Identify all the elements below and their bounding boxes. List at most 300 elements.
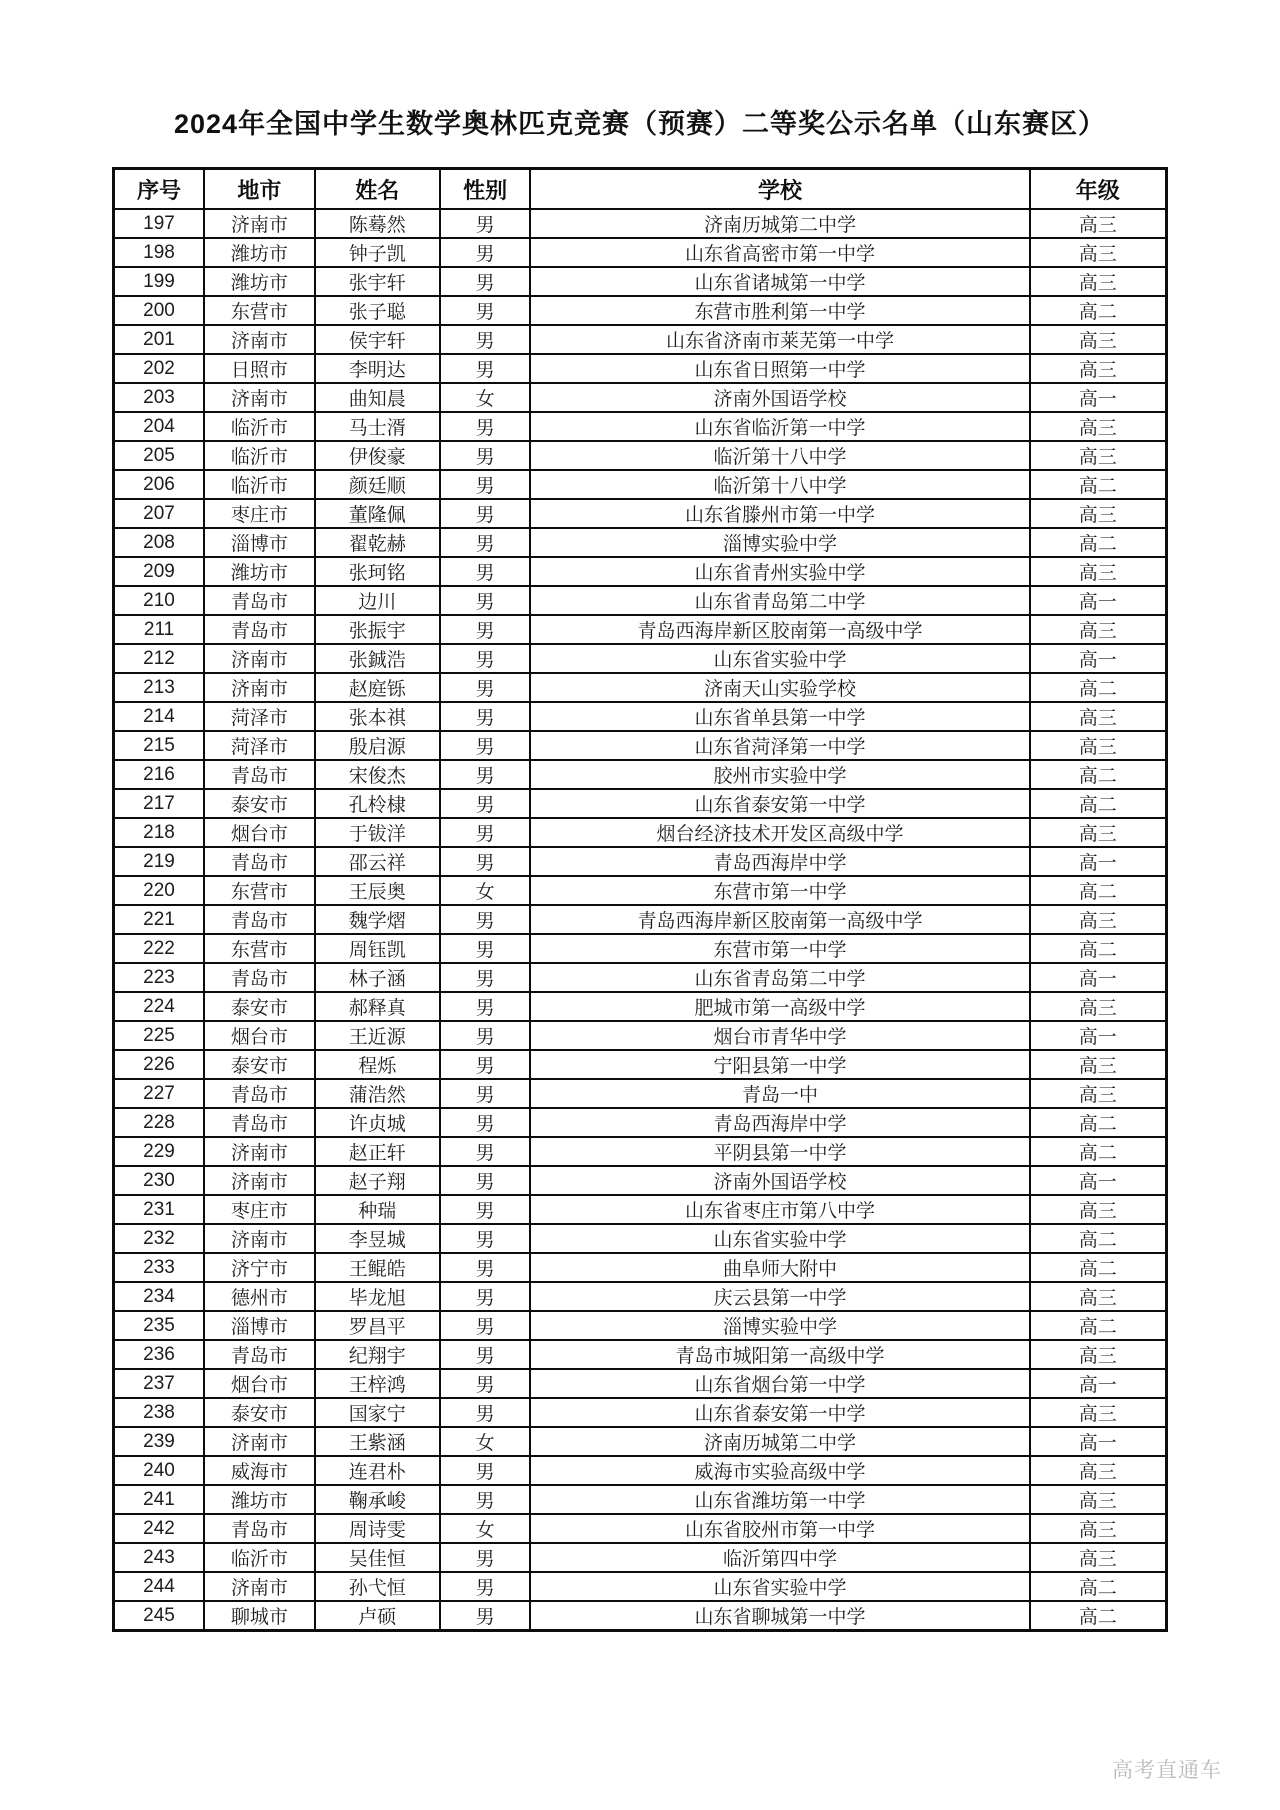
cell-city: 济宁市 (204, 1253, 315, 1282)
cell-city: 济南市 (204, 1166, 315, 1195)
cell-school: 肥城市第一高级中学 (530, 992, 1029, 1021)
cell-index: 219 (114, 847, 205, 876)
table-row (114, 1427, 1167, 1456)
table-row (114, 1340, 1167, 1369)
cell-grade: 高三 (1030, 992, 1167, 1021)
cell-name: 董隆佩 (315, 499, 440, 528)
cell-name: 殷启源 (315, 731, 440, 760)
table-row (114, 789, 1167, 818)
cell-grade: 高一 (1030, 1021, 1167, 1050)
cell-grade: 高三 (1030, 1456, 1167, 1485)
table-row (114, 1601, 1167, 1631)
table-row (114, 1543, 1167, 1572)
cell-grade: 高三 (1030, 1282, 1167, 1311)
cell-index: 240 (114, 1456, 205, 1485)
cell-grade: 高三 (1030, 818, 1167, 847)
cell-gender: 男 (440, 1543, 531, 1572)
table-row (114, 499, 1167, 528)
watermark: 高考直通车 (1112, 1759, 1222, 1782)
cell-city: 东营市 (204, 296, 315, 325)
cell-grade: 高三 (1030, 354, 1167, 383)
cell-index: 214 (114, 702, 205, 731)
cell-index: 229 (114, 1137, 205, 1166)
cell-name: 赵正轩 (315, 1137, 440, 1166)
cell-index: 245 (114, 1601, 205, 1631)
cell-grade: 高三 (1030, 1514, 1167, 1543)
table-row (114, 615, 1167, 644)
cell-school: 山东省滕州市第一中学 (530, 499, 1029, 528)
cell-grade: 高二 (1030, 1601, 1167, 1631)
cell-gender: 男 (440, 673, 531, 702)
table-header-row (114, 169, 1167, 210)
cell-city: 日照市 (204, 354, 315, 383)
cell-city: 临沂市 (204, 1543, 315, 1572)
cell-school: 山东省日照第一中学 (530, 354, 1029, 383)
cell-gender: 男 (440, 557, 531, 586)
cell-city: 泰安市 (204, 1050, 315, 1079)
cell-name: 周诗雯 (315, 1514, 440, 1543)
cell-gender: 男 (440, 702, 531, 731)
cell-school: 山东省高密市第一中学 (530, 238, 1029, 267)
cell-index: 239 (114, 1427, 205, 1456)
cell-grade: 高二 (1030, 760, 1167, 789)
cell-gender: 男 (440, 586, 531, 615)
column-header-grade: 年级 (1030, 169, 1167, 210)
cell-gender: 男 (440, 1108, 531, 1137)
cell-gender: 男 (440, 238, 531, 267)
cell-index: 235 (114, 1311, 205, 1340)
cell-grade: 高二 (1030, 1137, 1167, 1166)
cell-name: 张宇轩 (315, 267, 440, 296)
cell-gender: 男 (440, 209, 531, 238)
cell-city: 济南市 (204, 1427, 315, 1456)
cell-school: 曲阜师大附中 (530, 1253, 1029, 1282)
page-title: 2024年全国中学生数学奥林匹克竞赛（预赛）二等奖公示名单（山东赛区） (173, 109, 1107, 139)
cell-city: 淄博市 (204, 528, 315, 557)
table-row (114, 731, 1167, 760)
cell-index: 224 (114, 992, 205, 1021)
cell-gender: 男 (440, 963, 531, 992)
cell-index: 220 (114, 876, 205, 905)
cell-school: 山东省青岛第二中学 (530, 963, 1029, 992)
cell-index: 225 (114, 1021, 205, 1050)
cell-index: 204 (114, 412, 205, 441)
cell-city: 德州市 (204, 1282, 315, 1311)
cell-city: 烟台市 (204, 1021, 315, 1050)
cell-index: 238 (114, 1398, 205, 1427)
cell-grade: 高三 (1030, 1543, 1167, 1572)
cell-grade: 高三 (1030, 325, 1167, 354)
cell-school: 济南历城第二中学 (530, 209, 1029, 238)
table-row (114, 296, 1167, 325)
table-row (114, 1137, 1167, 1166)
cell-gender: 男 (440, 1050, 531, 1079)
cell-school: 山东省实验中学 (530, 644, 1029, 673)
cell-index: 198 (114, 238, 205, 267)
cell-grade: 高三 (1030, 499, 1167, 528)
cell-city: 青岛市 (204, 615, 315, 644)
cell-gender: 男 (440, 1369, 531, 1398)
cell-school: 青岛西海岸中学 (530, 847, 1029, 876)
cell-index: 241 (114, 1485, 205, 1514)
cell-grade: 高二 (1030, 789, 1167, 818)
cell-name: 吴佳恒 (315, 1543, 440, 1572)
cell-school: 山东省烟台第一中学 (530, 1369, 1029, 1398)
cell-gender: 女 (440, 876, 531, 905)
table-row (114, 238, 1167, 267)
cell-gender: 男 (440, 1224, 531, 1253)
cell-gender: 男 (440, 818, 531, 847)
column-header-name: 姓名 (315, 169, 440, 210)
cell-index: 243 (114, 1543, 205, 1572)
cell-city: 潍坊市 (204, 557, 315, 586)
table-row (114, 586, 1167, 615)
table-row (114, 673, 1167, 702)
cell-grade: 高二 (1030, 1108, 1167, 1137)
cell-school: 山东省实验中学 (530, 1224, 1029, 1253)
cell-city: 潍坊市 (204, 238, 315, 267)
cell-school: 青岛一中 (530, 1079, 1029, 1108)
table-row (114, 1021, 1167, 1050)
cell-grade: 高三 (1030, 702, 1167, 731)
column-header-city: 地市 (204, 169, 315, 210)
cell-index: 242 (114, 1514, 205, 1543)
cell-school: 山东省实验中学 (530, 1572, 1029, 1601)
table-row (114, 876, 1167, 905)
table-row (114, 354, 1167, 383)
cell-grade: 高二 (1030, 876, 1167, 905)
table-row (114, 1485, 1167, 1514)
cell-gender: 男 (440, 296, 531, 325)
cell-index: 212 (114, 644, 205, 673)
cell-gender: 男 (440, 1282, 531, 1311)
cell-index: 231 (114, 1195, 205, 1224)
cell-city: 青岛市 (204, 1079, 315, 1108)
cell-name: 国家宁 (315, 1398, 440, 1427)
cell-name: 伊俊豪 (315, 441, 440, 470)
cell-school: 山东省青州实验中学 (530, 557, 1029, 586)
cell-gender: 男 (440, 992, 531, 1021)
cell-school: 临沂第十八中学 (530, 470, 1029, 499)
cell-name: 张本祺 (315, 702, 440, 731)
cell-city: 潍坊市 (204, 1485, 315, 1514)
cell-index: 202 (114, 354, 205, 383)
cell-gender: 男 (440, 615, 531, 644)
cell-school: 山东省菏泽第一中学 (530, 731, 1029, 760)
cell-gender: 女 (440, 1427, 531, 1456)
cell-gender: 男 (440, 1340, 531, 1369)
cell-index: 236 (114, 1340, 205, 1369)
cell-school: 济南天山实验学校 (530, 673, 1029, 702)
cell-name: 颜廷顺 (315, 470, 440, 499)
cell-school: 淄博实验中学 (530, 1311, 1029, 1340)
cell-gender: 男 (440, 731, 531, 760)
cell-grade: 高三 (1030, 615, 1167, 644)
cell-name: 赵庭铄 (315, 673, 440, 702)
cell-gender: 男 (440, 412, 531, 441)
cell-grade: 高二 (1030, 1224, 1167, 1253)
cell-name: 张珂铭 (315, 557, 440, 586)
cell-school: 山东省济南市莱芜第一中学 (530, 325, 1029, 354)
cell-name: 王紫涵 (315, 1427, 440, 1456)
column-header-index: 序号 (114, 169, 205, 210)
cell-school: 东营市第一中学 (530, 876, 1029, 905)
cell-school: 青岛市城阳第一高级中学 (530, 1340, 1029, 1369)
table-row (114, 1079, 1167, 1108)
table-row (114, 1456, 1167, 1485)
cell-city: 临沂市 (204, 441, 315, 470)
cell-index: 222 (114, 934, 205, 963)
cell-gender: 男 (440, 1137, 531, 1166)
table-row (114, 1572, 1167, 1601)
cell-city: 青岛市 (204, 905, 315, 934)
cell-name: 毕龙旭 (315, 1282, 440, 1311)
cell-gender: 男 (440, 1079, 531, 1108)
cell-gender: 男 (440, 1195, 531, 1224)
cell-gender: 男 (440, 760, 531, 789)
table-row (114, 1514, 1167, 1543)
cell-city: 菏泽市 (204, 731, 315, 760)
cell-grade: 高一 (1030, 847, 1167, 876)
cell-school: 淄博实验中学 (530, 528, 1029, 557)
cell-grade: 高一 (1030, 1166, 1167, 1195)
cell-gender: 男 (440, 528, 531, 557)
cell-gender: 男 (440, 905, 531, 934)
table-row (114, 325, 1167, 354)
cell-gender: 男 (440, 1485, 531, 1514)
cell-city: 济南市 (204, 383, 315, 412)
cell-gender: 女 (440, 383, 531, 412)
table-row (114, 934, 1167, 963)
cell-name: 宋俊杰 (315, 760, 440, 789)
cell-school: 山东省临沂第一中学 (530, 412, 1029, 441)
table-row (114, 1050, 1167, 1079)
cell-name: 王鲲皓 (315, 1253, 440, 1282)
cell-index: 233 (114, 1253, 205, 1282)
cell-grade: 高三 (1030, 1079, 1167, 1108)
cell-city: 泰安市 (204, 992, 315, 1021)
cell-index: 211 (114, 615, 205, 644)
cell-index: 230 (114, 1166, 205, 1195)
cell-grade: 高一 (1030, 644, 1167, 673)
cell-grade: 高三 (1030, 1340, 1167, 1369)
cell-name: 于钹洋 (315, 818, 440, 847)
cell-city: 东营市 (204, 876, 315, 905)
cell-grade: 高二 (1030, 1572, 1167, 1601)
cell-index: 206 (114, 470, 205, 499)
award-table (112, 167, 1168, 1632)
cell-school: 山东省潍坊第一中学 (530, 1485, 1029, 1514)
cell-grade: 高三 (1030, 209, 1167, 238)
cell-school: 临沂第四中学 (530, 1543, 1029, 1572)
table-row (114, 702, 1167, 731)
cell-city: 青岛市 (204, 1514, 315, 1543)
cell-index: 227 (114, 1079, 205, 1108)
cell-grade: 高三 (1030, 905, 1167, 934)
cell-city: 青岛市 (204, 963, 315, 992)
cell-grade: 高三 (1030, 441, 1167, 470)
cell-school: 威海市实验高级中学 (530, 1456, 1029, 1485)
table-row (114, 470, 1167, 499)
table-row (114, 1166, 1167, 1195)
table-row (114, 963, 1167, 992)
cell-index: 207 (114, 499, 205, 528)
cell-name: 纪翔宇 (315, 1340, 440, 1369)
cell-grade: 高二 (1030, 1311, 1167, 1340)
cell-city: 济南市 (204, 1572, 315, 1601)
cell-school: 青岛西海岸新区胶南第一高级中学 (530, 905, 1029, 934)
cell-gender: 女 (440, 1514, 531, 1543)
cell-name: 王梓鸿 (315, 1369, 440, 1398)
cell-grade: 高三 (1030, 1485, 1167, 1514)
cell-city: 青岛市 (204, 1340, 315, 1369)
cell-city: 济南市 (204, 1224, 315, 1253)
cell-grade: 高三 (1030, 731, 1167, 760)
cell-city: 聊城市 (204, 1601, 315, 1631)
cell-school: 山东省诸城第一中学 (530, 267, 1029, 296)
table-row (114, 1195, 1167, 1224)
table-row (114, 383, 1167, 412)
cell-name: 张振宇 (315, 615, 440, 644)
cell-index: 234 (114, 1282, 205, 1311)
cell-name: 程烁 (315, 1050, 440, 1079)
cell-name: 周钰凯 (315, 934, 440, 963)
cell-grade: 高一 (1030, 586, 1167, 615)
cell-index: 232 (114, 1224, 205, 1253)
cell-city: 济南市 (204, 673, 315, 702)
cell-name: 李昱城 (315, 1224, 440, 1253)
cell-grade: 高二 (1030, 673, 1167, 702)
cell-gender: 男 (440, 441, 531, 470)
table-row (114, 557, 1167, 586)
cell-school: 临沂第十八中学 (530, 441, 1029, 470)
cell-school: 山东省泰安第一中学 (530, 1398, 1029, 1427)
cell-name: 蒲浩然 (315, 1079, 440, 1108)
cell-school: 胶州市实验中学 (530, 760, 1029, 789)
cell-school: 庆云县第一中学 (530, 1282, 1029, 1311)
cell-name: 魏学熠 (315, 905, 440, 934)
cell-city: 东营市 (204, 934, 315, 963)
cell-gender: 男 (440, 1253, 531, 1282)
cell-gender: 男 (440, 1456, 531, 1485)
cell-gender: 男 (440, 1166, 531, 1195)
cell-grade: 高二 (1030, 528, 1167, 557)
cell-index: 201 (114, 325, 205, 354)
cell-grade: 高三 (1030, 1195, 1167, 1224)
cell-index: 197 (114, 209, 205, 238)
cell-index: 223 (114, 963, 205, 992)
table-row (114, 1224, 1167, 1253)
cell-index: 226 (114, 1050, 205, 1079)
cell-name: 罗昌平 (315, 1311, 440, 1340)
cell-school: 宁阳县第一中学 (530, 1050, 1029, 1079)
column-header-gender: 性别 (440, 169, 531, 210)
table-row (114, 1311, 1167, 1340)
cell-index: 217 (114, 789, 205, 818)
cell-school: 济南历城第二中学 (530, 1427, 1029, 1456)
cell-name: 边川 (315, 586, 440, 615)
cell-name: 侯宇轩 (315, 325, 440, 354)
cell-index: 213 (114, 673, 205, 702)
cell-name: 卢硕 (315, 1601, 440, 1631)
cell-city: 临沂市 (204, 470, 315, 499)
table-row (114, 1369, 1167, 1398)
cell-city: 威海市 (204, 1456, 315, 1485)
cell-name: 连君朴 (315, 1456, 440, 1485)
cell-school: 烟台经济技术开发区高级中学 (530, 818, 1029, 847)
cell-city: 泰安市 (204, 1398, 315, 1427)
table-row (114, 1282, 1167, 1311)
cell-city: 泰安市 (204, 789, 315, 818)
cell-city: 临沂市 (204, 412, 315, 441)
cell-city: 济南市 (204, 644, 315, 673)
table-row (114, 1108, 1167, 1137)
cell-gender: 男 (440, 1311, 531, 1340)
cell-city: 淄博市 (204, 1311, 315, 1340)
table-row (114, 209, 1167, 238)
cell-name: 张子聪 (315, 296, 440, 325)
cell-grade: 高三 (1030, 412, 1167, 441)
cell-grade: 高三 (1030, 557, 1167, 586)
cell-school: 山东省单县第一中学 (530, 702, 1029, 731)
table-row (114, 818, 1167, 847)
cell-name: 陈蓦然 (315, 209, 440, 238)
cell-city: 菏泽市 (204, 702, 315, 731)
cell-grade: 高二 (1030, 1253, 1167, 1282)
cell-index: 237 (114, 1369, 205, 1398)
cell-name: 许贞城 (315, 1108, 440, 1137)
cell-grade: 高二 (1030, 470, 1167, 499)
cell-gender: 男 (440, 847, 531, 876)
cell-grade: 高二 (1030, 934, 1167, 963)
cell-name: 鞠承峻 (315, 1485, 440, 1514)
table-row (114, 1398, 1167, 1427)
cell-gender: 男 (440, 789, 531, 818)
cell-school: 山东省青岛第二中学 (530, 586, 1029, 615)
cell-gender: 男 (440, 1572, 531, 1601)
cell-gender: 男 (440, 1398, 531, 1427)
cell-school: 平阴县第一中学 (530, 1137, 1029, 1166)
table-row (114, 267, 1167, 296)
cell-name: 孙弋恒 (315, 1572, 440, 1601)
cell-city: 济南市 (204, 325, 315, 354)
cell-name: 林子涵 (315, 963, 440, 992)
cell-grade: 高一 (1030, 1369, 1167, 1398)
cell-name: 孔柃棣 (315, 789, 440, 818)
cell-gender: 男 (440, 1601, 531, 1631)
cell-index: 199 (114, 267, 205, 296)
cell-school: 青岛西海岸新区胶南第一高级中学 (530, 615, 1029, 644)
cell-city: 青岛市 (204, 847, 315, 876)
table-row (114, 644, 1167, 673)
cell-school: 东营市第一中学 (530, 934, 1029, 963)
cell-index: 208 (114, 528, 205, 557)
cell-name: 李明达 (315, 354, 440, 383)
cell-index: 205 (114, 441, 205, 470)
cell-school: 山东省胶州市第一中学 (530, 1514, 1029, 1543)
cell-gender: 男 (440, 1021, 531, 1050)
table-row (114, 528, 1167, 557)
cell-name: 邵云祥 (315, 847, 440, 876)
cell-grade: 高三 (1030, 238, 1167, 267)
cell-city: 济南市 (204, 1137, 315, 1166)
cell-school: 济南外国语学校 (530, 1166, 1029, 1195)
cell-school: 青岛西海岸中学 (530, 1108, 1029, 1137)
cell-index: 221 (114, 905, 205, 934)
cell-grade: 高一 (1030, 963, 1167, 992)
cell-city: 潍坊市 (204, 267, 315, 296)
table-row (114, 760, 1167, 789)
